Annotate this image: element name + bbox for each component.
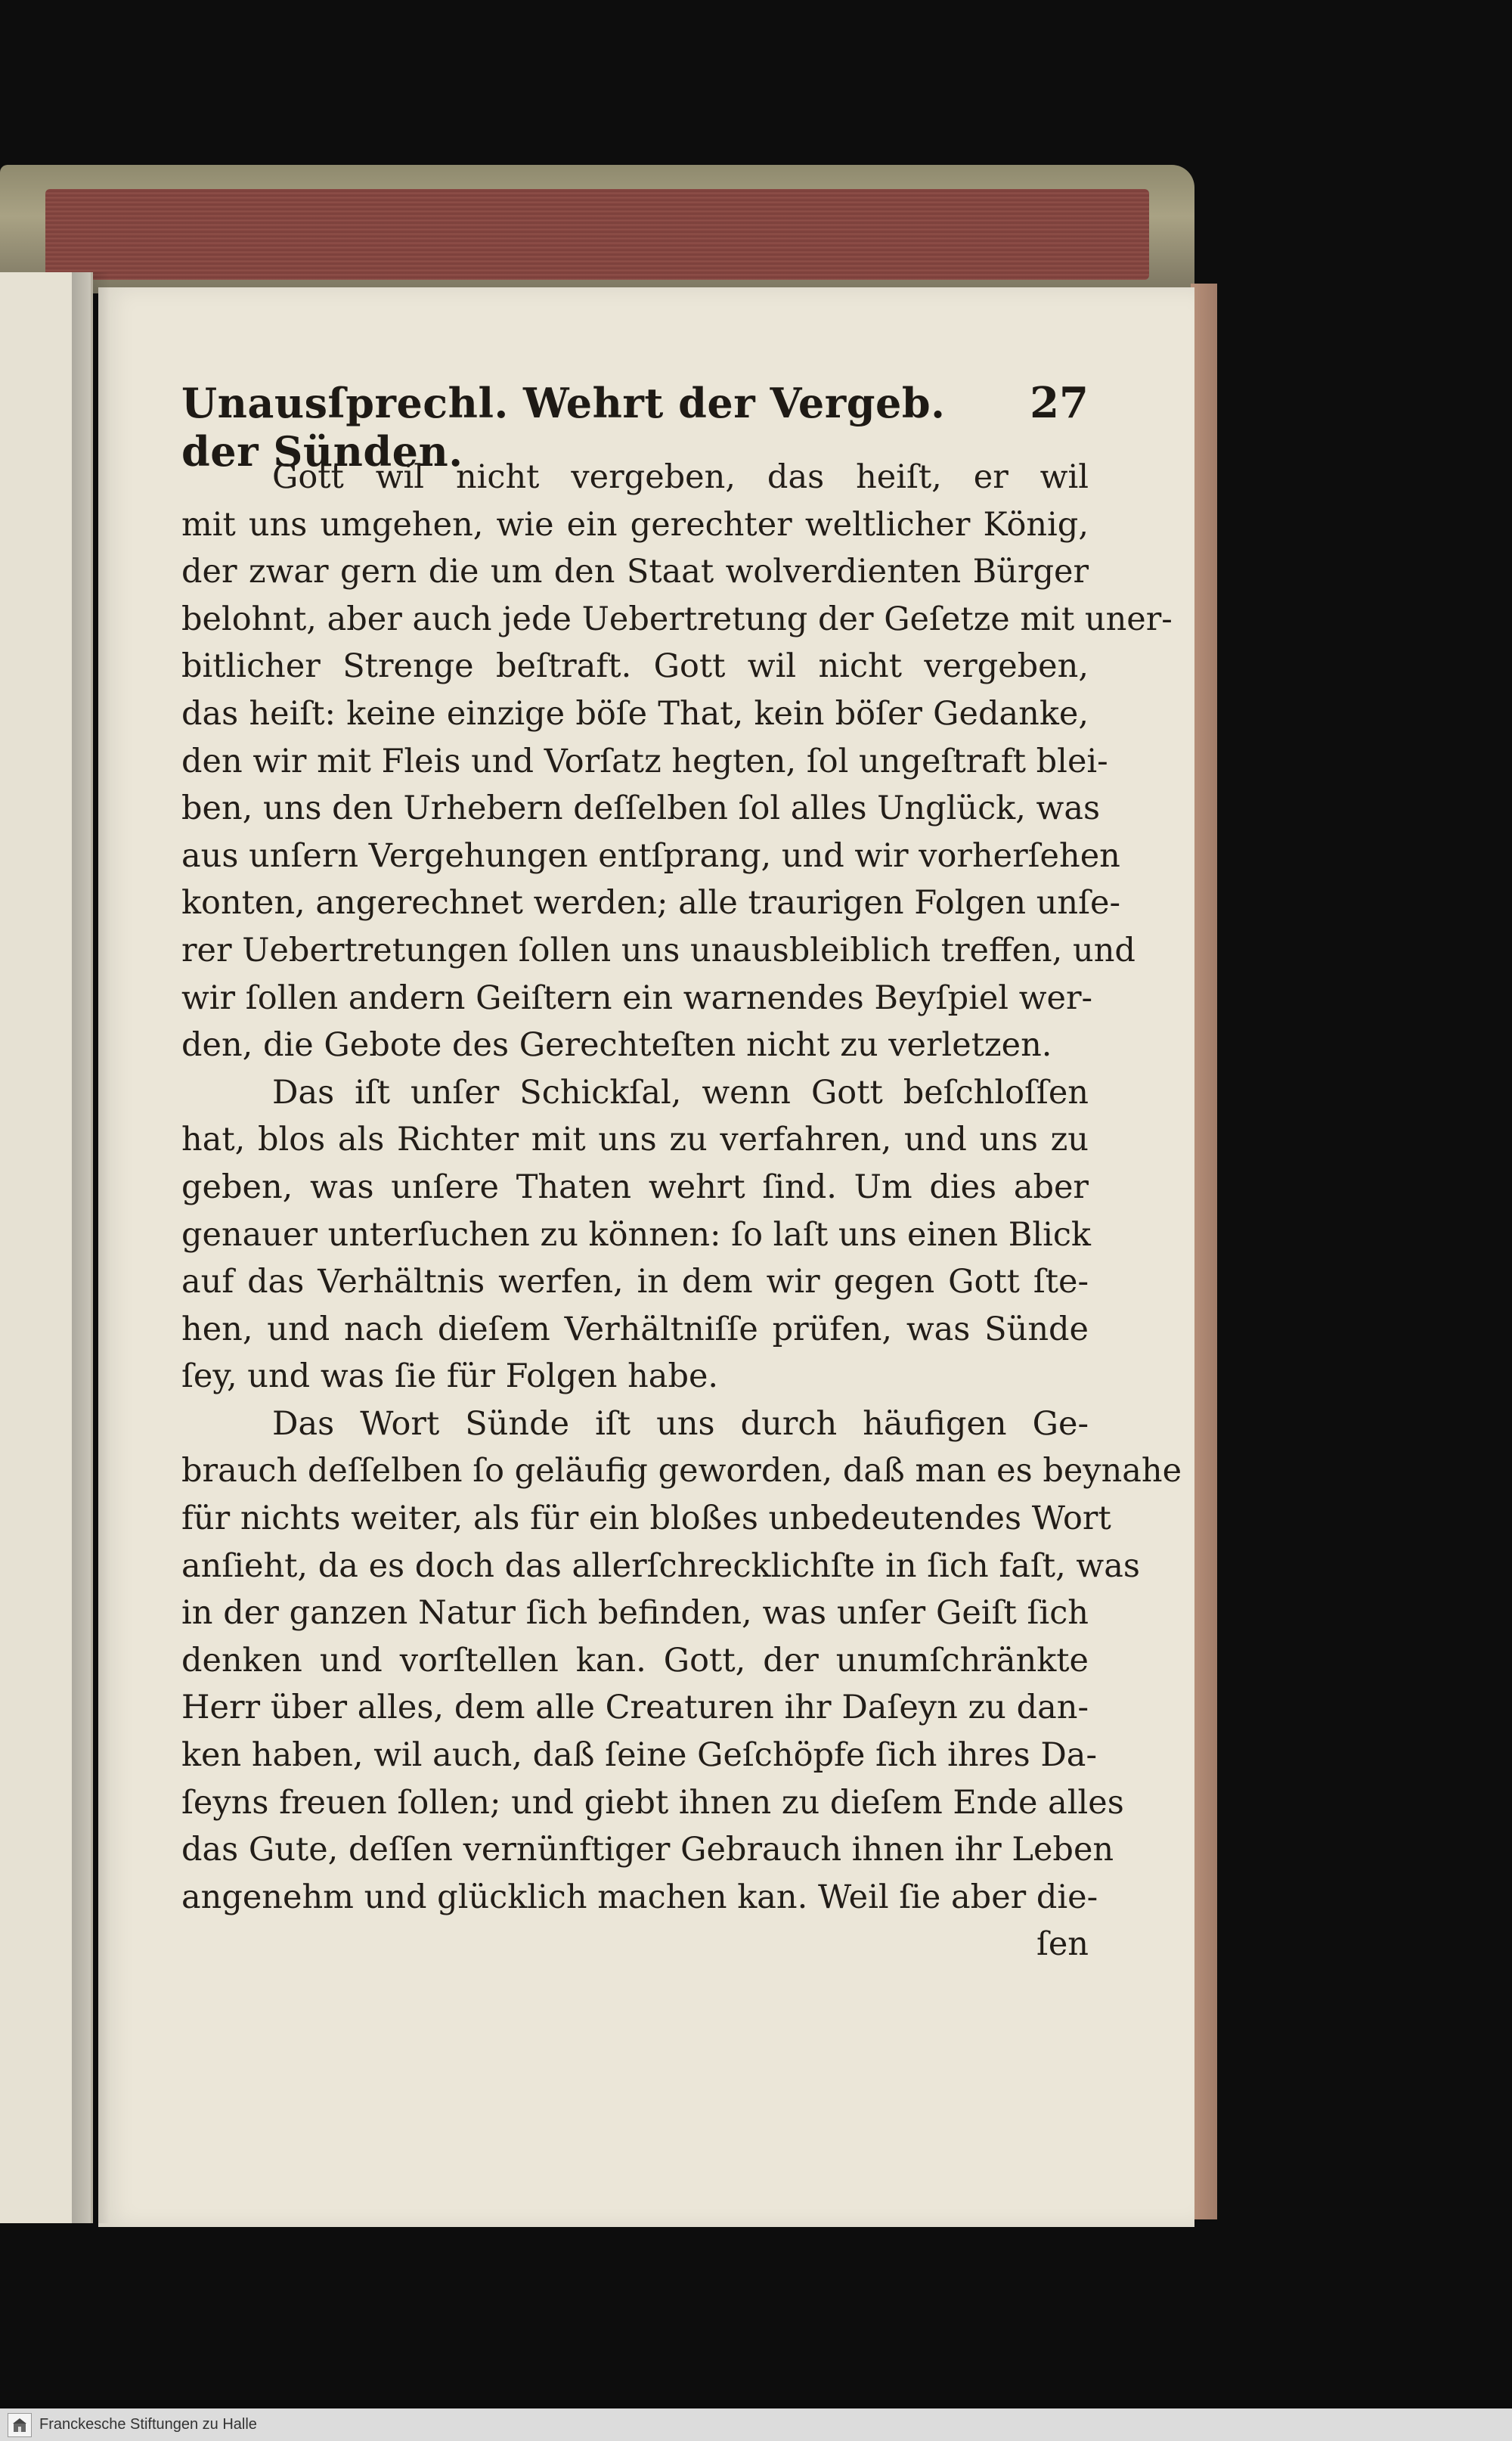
text-line: Gott wil nicht vergeben, das heiſt, er wil bbox=[272, 458, 1089, 496]
text-line: angenehm und glücklich machen kan. Weil ſie aber die- bbox=[181, 1878, 1098, 1916]
text-line: ſeyns freuen ſollen; und giebt ihnen zu dieſem Ende alles bbox=[181, 1783, 1124, 1822]
text-line: der zwar gern die um den Staat wolverdienten Bürger bbox=[181, 553, 1089, 591]
text-line: hat, blos als Richter mit uns zu verfahren, und uns zu bbox=[181, 1121, 1089, 1159]
text-line: hen, und nach dieſem Verhältniſſe prüfen, was Sünde bbox=[181, 1310, 1089, 1348]
footer-bar bbox=[0, 2408, 1512, 2441]
text-line: Das iſt unſer Schickſal, wenn Gott beſchloſſen bbox=[272, 1073, 1089, 1112]
text-line: konten, angerechnet werden; alle traurigen Folgen unſe- bbox=[181, 884, 1121, 923]
text-line: aus unſern Vergehungen entſprang, und wir vorherſehen bbox=[181, 836, 1120, 875]
book-page bbox=[98, 287, 1194, 2227]
book-cover-edge bbox=[1191, 284, 1217, 2219]
text-line: belohnt, aber auch jede Uebertretung der Geſetze mit uner- bbox=[181, 600, 1173, 638]
text-line: den, die Gebote des Gerechteſten nicht zu verletzen. bbox=[181, 1026, 1052, 1065]
text-line: genauer unterſuchen zu können: ſo laſt uns einen Blick bbox=[181, 1215, 1091, 1254]
institution-logo-icon bbox=[8, 2413, 32, 2437]
page-number: 27 bbox=[1030, 378, 1089, 428]
page-block-edge bbox=[45, 189, 1149, 280]
page-header bbox=[181, 378, 1089, 476]
text-line: denken und vorſtellen kan. Gott, der unumſchränkte bbox=[181, 1641, 1089, 1680]
text-line: mit uns umgehen, wie ein gerechter weltlicher König, bbox=[181, 505, 1089, 544]
text-line: das heiſt: keine einzige böſe That, kein böſer Gedanke, bbox=[181, 694, 1089, 733]
text-line: auf das Verhältnis werfen, in dem wir gegen Gott ſte- bbox=[181, 1263, 1089, 1301]
text-line: anſieht, da es doch das allerſchrecklichſte in ſich faſt, was bbox=[181, 1546, 1140, 1585]
text-line: bitlicher Strenge beſtraft. Gott wil nicht vergeben, bbox=[181, 647, 1089, 686]
text-line: für nichts weiter, als für ein bloßes unbedeutendes Wort bbox=[181, 1500, 1111, 1538]
page-body bbox=[181, 454, 1182, 1968]
text-line: das Gute, deſſen vernünftiger Gebrauch ihnen ihr Leben bbox=[181, 1831, 1114, 1869]
text-line: brauch deſſelben ſo geläufig geworden, daß man es beynahe bbox=[181, 1452, 1182, 1490]
text-line: den wir mit Fleis und Vorſatz hegten, ſol ungeſtraft blei- bbox=[181, 742, 1108, 780]
institution-credit: Franckesche Stiftungen zu Halle bbox=[39, 2416, 257, 2433]
catchword: ſen bbox=[1036, 1925, 1089, 1964]
spine-shadow bbox=[72, 272, 110, 2223]
text-line: ſey, und was ſie für Folgen habe. bbox=[181, 1357, 719, 1396]
text-line: ben, uns den Urhebern deſſelben ſol alles Unglück, was bbox=[181, 789, 1101, 828]
text-line: geben, was unſere Thaten wehrt ſind. Um dies aber bbox=[181, 1168, 1089, 1206]
text-line: Das Wort Sünde iſt uns durch häufigen Ge- bbox=[272, 1404, 1089, 1443]
text-line: rer Uebertretungen ſollen uns unausbleiblich treffen, und bbox=[181, 931, 1136, 969]
text-line: Herr über alles, dem alle Creaturen ihr Daſeyn zu dan- bbox=[181, 1689, 1089, 1727]
text-line: ken haben, wil auch, daß ſeine Geſchöpfe ſich ihres Da- bbox=[181, 1736, 1097, 1775]
text-line: wir ſollen andern Geiſtern ein warnendes Beyſpiel wer- bbox=[181, 979, 1093, 1017]
running-title: Unausſprechl. Wehrt der Vergeb. der Sünden. bbox=[181, 379, 946, 476]
text-line: in der ganzen Natur ſich befinden, was unſer Geiſt ſich bbox=[181, 1594, 1089, 1633]
